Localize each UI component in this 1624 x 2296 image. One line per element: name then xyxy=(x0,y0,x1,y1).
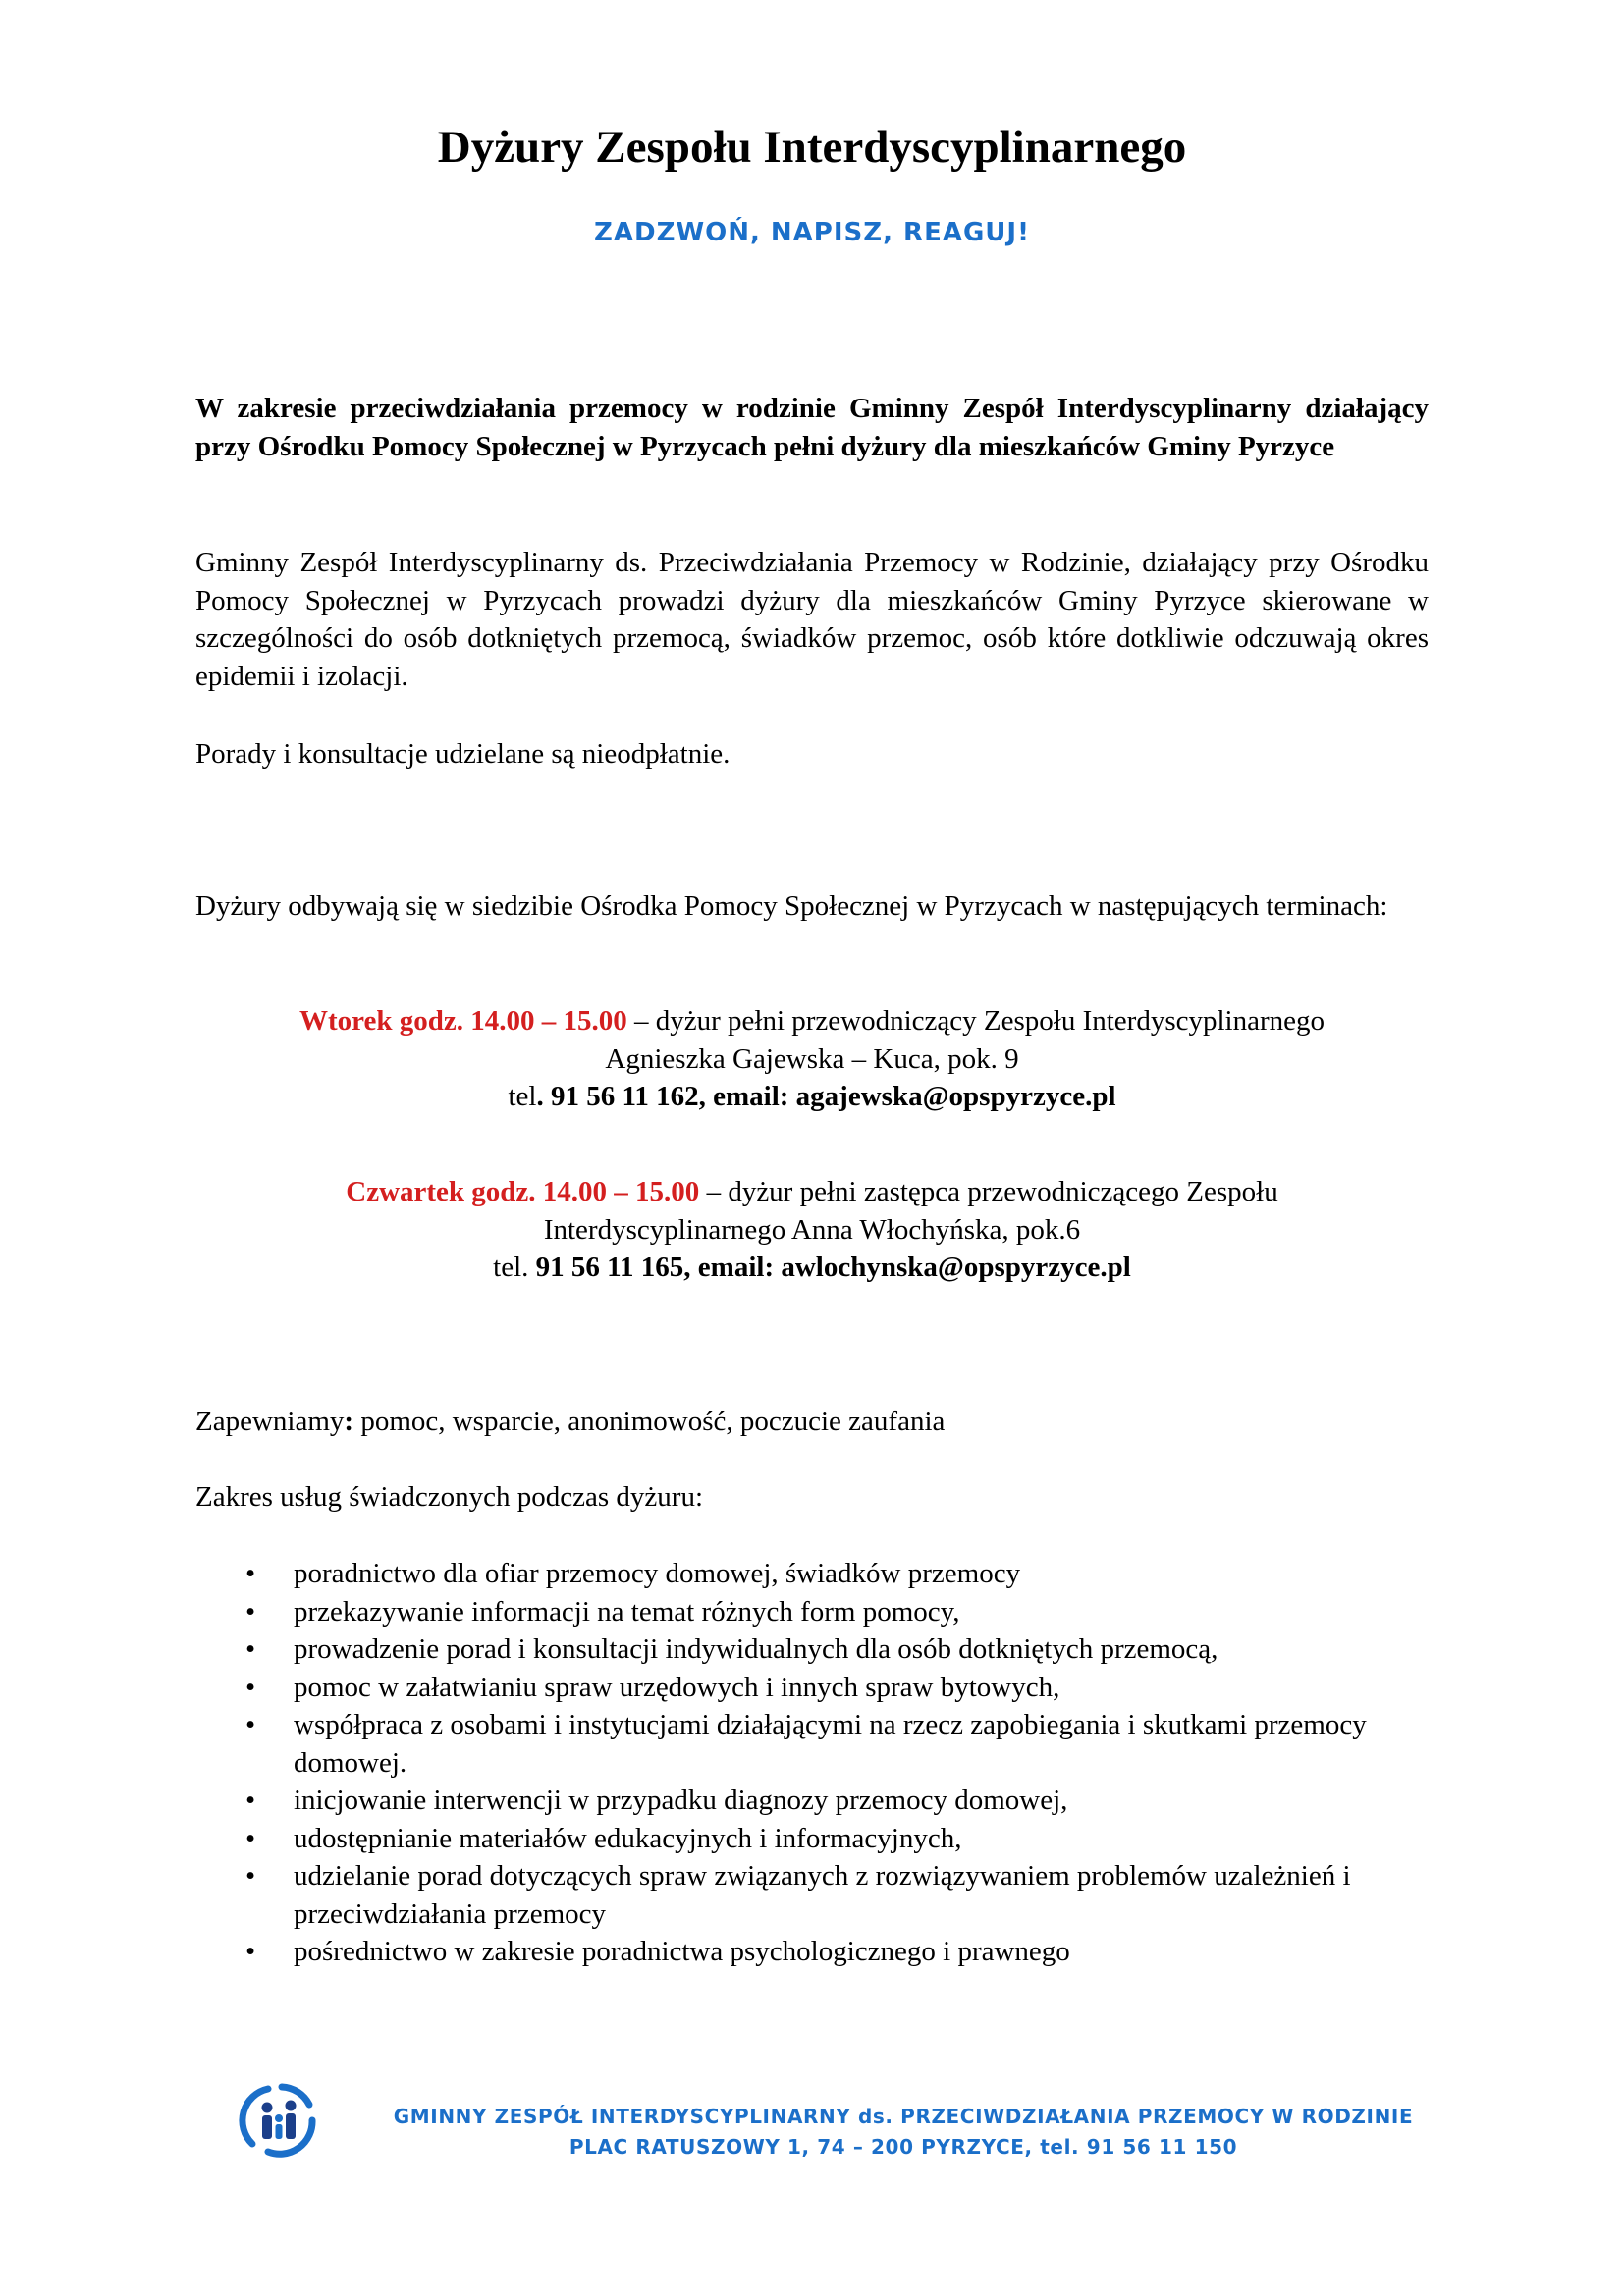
services-title: Zakres usług świadczonych podczas dyżuru: xyxy=(195,1481,704,1513)
guarantee-text: pomoc, wsparcie, anonimowość, poczucie zaufania xyxy=(353,1406,946,1437)
bullet-icon: • xyxy=(245,1671,256,1703)
free-consultation-note: Porady i konsultacje udzielane są nieodpłatnie. xyxy=(195,738,731,770)
family-logo-icon xyxy=(239,2079,319,2160)
duty-thursday-tel-label: tel. xyxy=(493,1252,536,1283)
bullet-icon: • xyxy=(245,1860,256,1892)
footer-address xyxy=(353,2102,1453,2163)
intro-paragraph: Gminny Zespół Interdyscyplinarny ds. Przeciwdziałania Przemocy w Rodzinie, działający przy Ośrodku Pomocy Społecznej w Pyrzycach prowadzi dyżury dla mieszkańców Gminy Pyrzyce skierowane w szczególności do osób dotkniętych przemocą, świadków przemoc, osób które dotkliwie odczuwają okres epidemii i izolacji. xyxy=(195,547,1429,692)
list-item: • udzielanie porad dotyczących spraw związanych z rozwiązywaniem problemów uzależnień i przeciwdziałania przemocy xyxy=(195,1857,1429,1933)
list-item: • pomoc w załatwianiu spraw urzędowych i innych spraw bytowych, xyxy=(195,1669,1429,1707)
duty-thursday-contact-line xyxy=(195,1249,1429,1287)
guarantee-colon: : xyxy=(344,1406,354,1437)
footer-line1: GMINNY ZESPÓŁ INTERDYSCYPLINARNY ds. PRZECIWDZIAŁANIA PRZEMOCY W RODZINIE xyxy=(393,2105,1414,2128)
list-item: • inicjowanie interwencji w przypadku diagnozy przemocy domowej, xyxy=(195,1782,1429,1820)
duty-tuesday xyxy=(195,1002,1429,1116)
bullet-icon: • xyxy=(245,1633,256,1665)
duty-tuesday-contact: . 91 56 11 162, email: agajewska@opspyrzyce.pl xyxy=(536,1081,1116,1112)
services-list xyxy=(195,1555,1429,1971)
footer-line2: PLAC RATUSZOWY 1, 74 – 200 PYRZYCE, tel. 91 56 11 150 xyxy=(568,2135,1238,2159)
guarantee-label: Zapewniamy xyxy=(195,1406,345,1437)
bullet-icon: • xyxy=(245,1822,256,1854)
duty-thursday xyxy=(195,1173,1429,1287)
duty-thursday-desc: – dyżur pełni zastępca przewodniczącego Zespołu xyxy=(699,1176,1278,1207)
intro-bold-paragraph: W zakresie przeciwdziałania przemocy w rodzinie Gminny Zespół Interdyscyplinarny działający przy Ośrodku Pomocy Społecznej w Pyrzycach pełni dyżury dla mieszkańców Gminy Pyrzyce xyxy=(195,393,1429,462)
duty-thursday-line1 xyxy=(195,1173,1429,1211)
bullet-icon: • xyxy=(245,1558,256,1589)
duty-tuesday-day-time: Wtorek godz. 14.00 – 15.00 xyxy=(298,1005,627,1037)
duty-tuesday-desc: – dyżur pełni przewodniczący Zespołu Interdyscyplinarnego xyxy=(626,1005,1325,1037)
duty-thursday-person: Interdyscyplinarnego Anna Włochyńska, pok.6 xyxy=(543,1213,1081,1246)
duty-tuesday-person: Agnieszka Gajewska – Kuca, pok. 9 xyxy=(605,1042,1019,1075)
list-item: • prowadzenie porad i konsultacji indywidualnych dla osób dotkniętych przemocą, xyxy=(195,1630,1429,1669)
bullet-icon: • xyxy=(245,1785,256,1816)
page-title: Dyżury Zespołu Interdyscyplinarnego xyxy=(437,122,1187,173)
list-item: • przekazywanie informacji na temat różnych form pomocy, xyxy=(195,1593,1429,1631)
bullet-icon: • xyxy=(245,1595,256,1628)
guarantee-line xyxy=(195,1403,1429,1441)
list-item: • pośrednictwo w zakresie poradnictwa psychologicznego i prawnego xyxy=(195,1933,1429,1971)
duty-thursday-day-time: Czwartek godz. 14.00 – 15.00 xyxy=(346,1176,700,1207)
duty-thursday-contact: 91 56 11 165, email: awlochynska@opspyrzyce.pl xyxy=(535,1252,1131,1283)
list-item: • współpraca z osobami i instytucjami działającymi na rzecz zapobiegania i skutkami przemocy domowej. xyxy=(195,1706,1429,1782)
duty-tuesday-line1 xyxy=(195,1002,1429,1041)
list-item: • poradnictwo dla ofiar przemocy domowej, świadków przemocy xyxy=(195,1555,1429,1593)
list-item: • udostępnianie materiałów edukacyjnych i informacyjnych, xyxy=(195,1820,1429,1858)
bullet-icon: • xyxy=(245,1709,256,1740)
bullet-icon: • xyxy=(245,1936,256,1967)
duty-tuesday-tel-label: tel xyxy=(508,1081,537,1112)
slogan: ZADZWOŃ, NAPISZ, REAGUJ! xyxy=(594,218,1030,247)
schedule-intro: Dyżury odbywają się w siedzibie Ośrodka Pomocy Społecznej w Pyrzycach w następujących terminach: xyxy=(195,890,1388,922)
duty-tuesday-contact-line xyxy=(195,1078,1429,1116)
